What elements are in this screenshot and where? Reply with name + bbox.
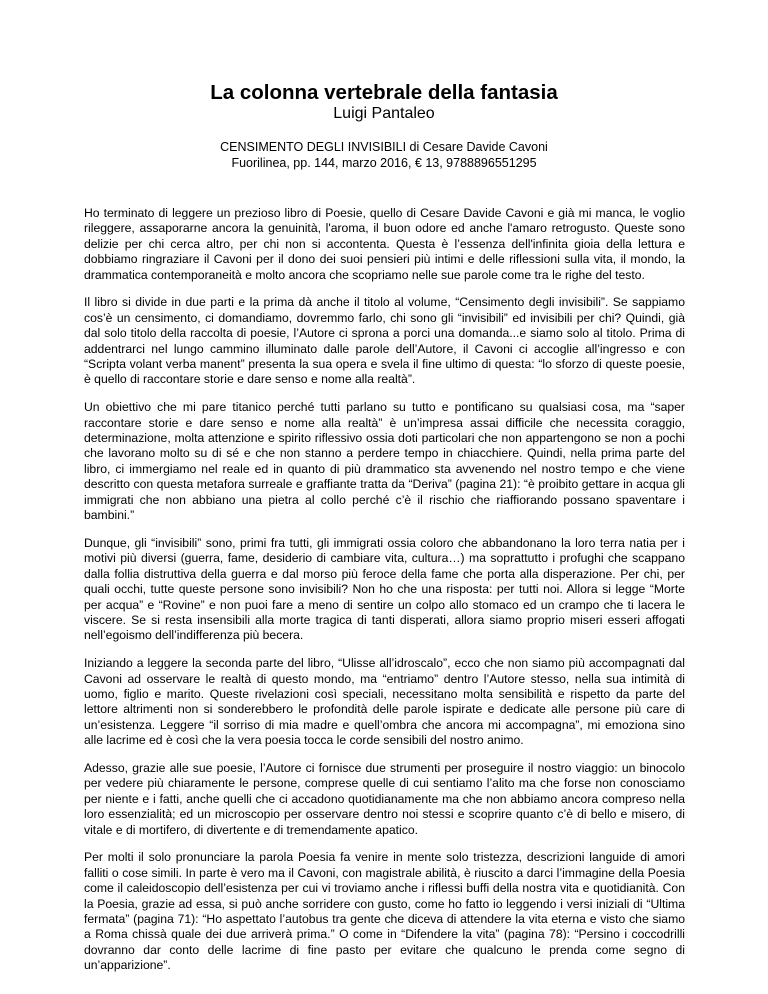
book-reference-title-line: CENSIMENTO DEGLI INVISIBILI di Cesare Davide Cavoni (220, 140, 548, 154)
book-reference-publisher-line: Fuorilinea, pp. 144, marzo 2016, € 13, 9788896551295 (231, 156, 537, 170)
paragraph: Ho terminato di leggere un prezioso libro di Poesie, quello di Cesare Davide Cavoni e già mi manca, le voglio rileggere, assaporarne ancora la genuinità, l'aroma, il buon odore ed anche l'amaro retrogusto. Queste sono delizie per chi cerca altro, per chi non si accontenta. Questa è l’essenza dell'infinita gioia della lettura e dobbiamo ringraziare il Cavoni per il dono dei suoi pensieri più intimi e delle riflessioni sulla vita, il mondo, la drammatica contemporaneità e molto ancora che scopriamo nelle sue parole come tra le righe del testo. (84, 206, 685, 282)
paragraph: Il libro si divide in due parti e la prima dà anche il titolo al volume, “Censimento degli invisibili”. Se sappiamo cos’è un censimento, ci domandiamo, dovremmo farlo, chi sono gli “invisibili” ed invisibili per chi? Quindi, già dal solo titolo della raccolta di poesie, l’Autore ci sprona a porci una domanda...e siamo solo al titolo. Prima di addentrarci nel lungo cammino illuminato dalle parole dell’Autore, il Cavoni ci accoglie all’ingresso e con “Scripta volant verba manent” presenta la sua opera e svela il fine ultimo di questa: “lo sforzo di queste poesie, è quello di raccontare storie e dare senso e nome alla realtà”. (84, 295, 685, 387)
document-title: La colonna vertebrale della fantasia (210, 81, 558, 104)
document-author: Luigi Pantaleo (333, 105, 435, 122)
paragraph: Iniziando a leggere la seconda parte del libro, “Ulisse all’idroscalo”, ecco che non siamo più accompagnati dal Cavoni ad osservare le realtà di questo mondo, ma “entriamo” dentro l’Autore stesso, nella sua intimità di uomo, figlio e marito. Queste rivelazioni così speciali, necessitano molta sensibilità e rispetto da parte del lettore altrimenti non si sonderebbero le profondità delle parole ispirate e dedicate alle persone più care di un’esistenza. Leggere “il sorriso di mia madre e quell’ombra che ancora mi accompagna”, mi emoziona sino alle lacrime ed è così che la vera poesia tocca le corde sensibili del nostro animo. (84, 656, 685, 748)
paragraph: Un obiettivo che mi pare titanico perché tutti parlano su tutto e pontificano su qualsiasi cosa, ma “saper raccontare storie e dare senso e nome alla realtà” è un’impresa assai difficile che necessita coraggio, determinazione, molta attenzione e spirito riflessivo ossia doti particolari che non appartengono se non a pochi che lavorano molto su di sé e che non stanno a perdere tempo in chiacchiere. Quindi, nella prima parte del libro, ci immergiamo nel reale ed in quanto di più drammatico sta avvenendo nel nostro tempo e che viene descritto con questa metafora surreale e graffiante tratta da “Deriva” (pagina 21): “è proibito gettare in acqua gli immigrati che non abbiano una pietra al collo perché c’è il rischio che riaffiorando possano spaventare i bambini.” (84, 400, 685, 523)
paragraph: Per molti il solo pronunciare la parola Poesia fa venire in mente solo tristezza, descrizioni languide di amori falliti o cose simili. In parte è vero ma il Cavoni, con magistrale abilità, è riuscito a darci l’immagine della Poesia come il caleidoscopio dell’esistenza per cui vi troviamo anche i riflessi buffi della nostra vita e quotidianità. Con la Poesia, grazie ad essa, si può anche sorridere con gusto, come ho fatto io leggendo i versi iniziali di “Ultima fermata” (pagina 71): “Ho aspettato l’autobus tra gente che diceva di attendere la vita eterna e visto che siamo a Roma chissà quale dei due arriverà prima.” O come in “Difendere la vita” (pagina 78): “Persino i coccodrilli dovranno dar conto delle lacrime di fine pasto per evitare che qualcuno le prenda come segno di un’apparizione”. (84, 850, 685, 973)
paragraph: Adesso, grazie alle sue poesie, l’Autore ci fornisce due strumenti per proseguire il nostro viaggio: un binocolo per vedere più chiaramente le persone, comprese quelle di cui sentiamo l’alito ma che forse non conosciamo per niente e i fatti, anche quelli che ci accadono quotidianamente ma che non abbiamo ancora compreso nella loro essenzialità; ed un microscopio per osservare dentro noi stessi e scoprire quanto c’è di bello e misero, di vitale e di mortifero, di divertente e di tremendamente apatico. (84, 760, 685, 837)
paragraph: Dunque, gli “invisibili” sono, primi fra tutti, gli immigrati ossia coloro che abbandonano la loro terra natia per i motivi più diversi (guerra, fame, desiderio di cambiare vita, cultura…) ma soprattutto i profughi che scappano dalla follia distruttiva della guerra e dal morso più feroce della fame che porta alla disperazione. Per chi, per quali occhi, tutte queste persone sono invisibili? Non ho che una risposta: per tutti noi. Allora si legge “Morte per acqua” e “Rovine” e non puoi fare a meno di sentire un colpo allo stomaco ed un crampo che ti lacera le viscere. Se si resta insensibili alla morte tragica di tanti disperati, allora siamo proprio miseri esseri affogati nell’egoismo dell’indifferenza più becera. (84, 535, 685, 643)
book-reference (0, 139, 768, 171)
article-body (84, 206, 685, 986)
